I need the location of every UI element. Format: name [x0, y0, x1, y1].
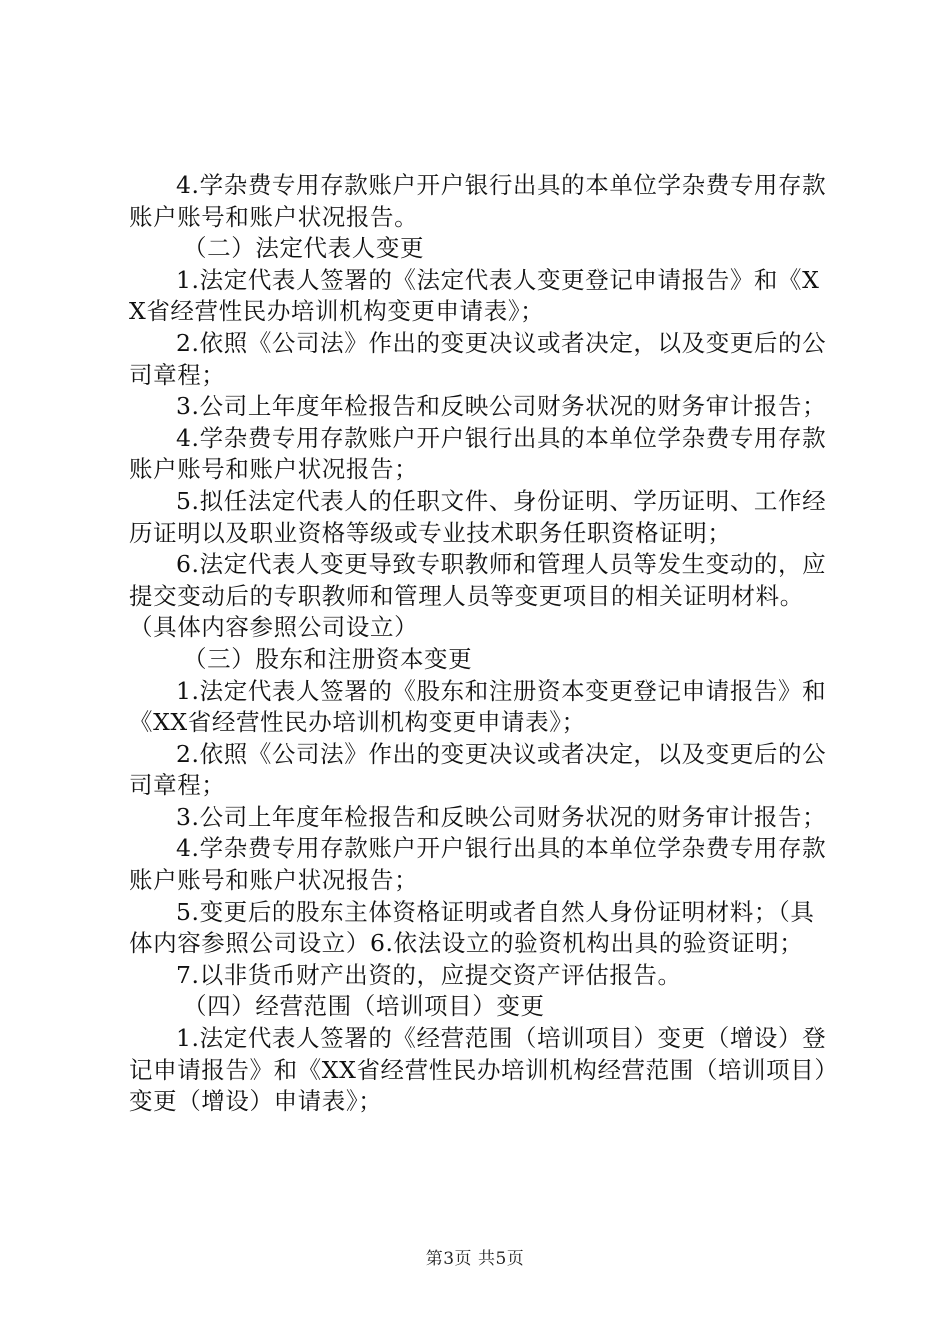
section-heading: （四）经营范围（培训项目）变更: [183, 992, 545, 1021]
paragraph: 7.以非货币财产出资的，应提交资产评估报告。: [176, 960, 682, 989]
page-number-footer: 第3页 共5页: [425, 1249, 525, 1269]
paragraph: 6.法定代表人变更导致专职教师和管理人员等发生变动的，应提交变动后的专职教师和管理人员等变更项目的相关证明材料。（具体内容参照公司设立）: [129, 550, 827, 642]
paragraph: 5.拟任法定代表人的任职文件、身份证明、学历证明、工作经历证明以及职业资格等级或专业技术职务任职资格证明；: [129, 486, 827, 547]
paragraph: 5.变更后的股东主体资格证明或者自然人身份证明材料；（具体内容参照公司设立）6.依法设立的验资机构出具的验资证明；: [129, 897, 815, 958]
paragraph: 4.学杂费专用存款账户开户银行出具的本单位学杂费专用存款账户账号和账户状况报告。: [129, 171, 827, 231]
paragraph: 2.依照《公司法》作出的变更决议或者决定，以及变更后的公司章程；: [129, 739, 827, 800]
paragraph: 1.法定代表人签署的《法定代表人变更登记申请报告》和《XX省经营性民办培训机构变更申请表》；: [129, 265, 820, 326]
section-heading: （三）股东和注册资本变更: [183, 644, 473, 673]
document-body: [129, 170, 835, 1118]
paragraph: 1.法定代表人签署的《经营范围（培训项目）变更（增设）登记申请报告》和《XX省经营性民办培训机构经营范围（培训项目）变更（增设）申请表》；: [129, 1024, 827, 1116]
paragraph: 2.依照《公司法》作出的变更决议或者决定，以及变更后的公司章程；: [129, 328, 827, 389]
paragraph: 3.公司上年度年检报告和反映公司财务状况的财务审计报告；: [176, 392, 827, 421]
paragraph: 3.公司上年度年检报告和反映公司财务状况的财务审计报告；: [176, 802, 827, 831]
section-heading: （二）法定代表人变更: [183, 234, 425, 263]
paragraph: 4.学杂费专用存款账户开户银行出具的本单位学杂费专用存款账户账号和账户状况报告；: [129, 834, 827, 895]
paragraph: 1.法定代表人签署的《股东和注册资本变更登记申请报告》和《XX省经营性民办培训机构变更申请表》；: [129, 676, 827, 737]
paragraph: 4.学杂费专用存款账户开户银行出具的本单位学杂费专用存款账户账号和账户状况报告；: [129, 423, 827, 484]
